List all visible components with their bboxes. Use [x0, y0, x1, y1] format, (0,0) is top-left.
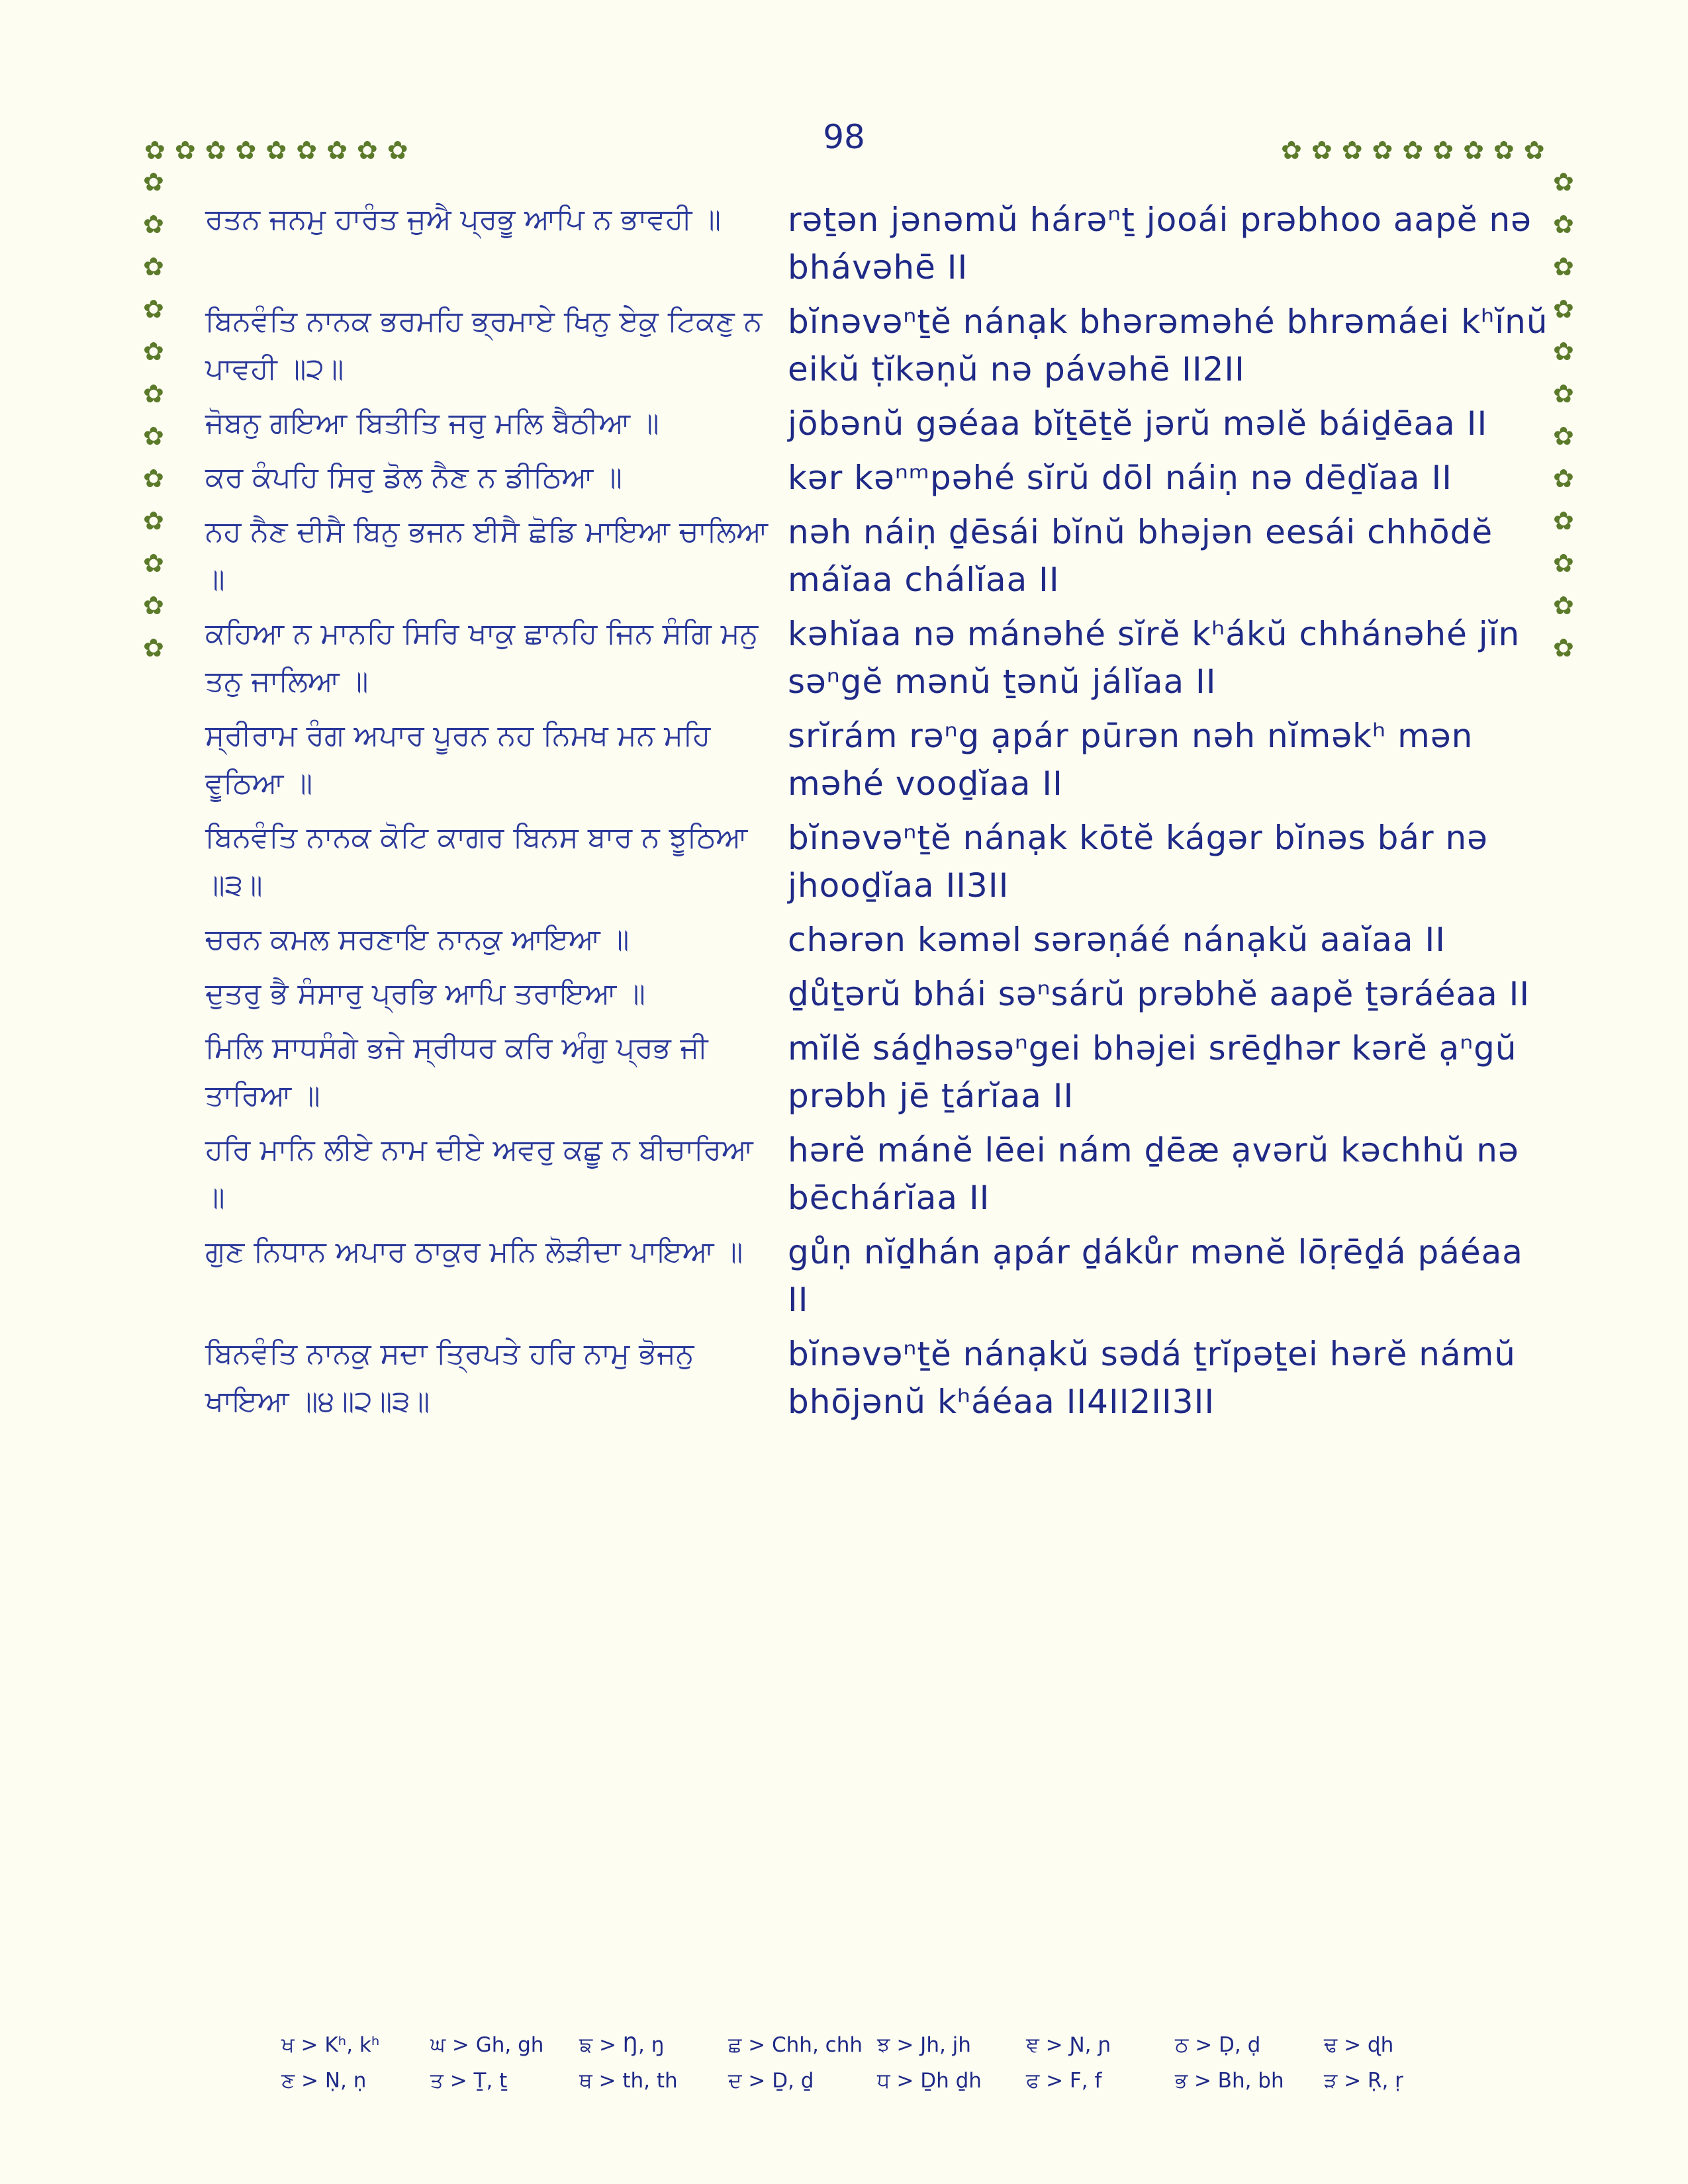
verse-row: [205, 298, 1549, 393]
legend-item: ਠ > Ḍ, ḍ: [1175, 2033, 1261, 2057]
flower-icon: ✿: [387, 136, 418, 165]
transliteration-line: jōbənŭ gəéaa bĭṯēṯĕ jərŭ məlĕ báiḏēaa II: [788, 404, 1488, 443]
gurmukhi-line: ਦੁਤਰੁ ਭੈ ਸੰਸਾਰੁ ਪ੍ਰਭਿ ਆਪਿ ਤਰਾਇਆ ॥: [205, 977, 645, 1011]
legend-item: ਦ > Ḏ, ḏ: [728, 2069, 814, 2093]
verse-row: [205, 1024, 1549, 1120]
flower-icon: ✿: [143, 464, 164, 493]
flower-icon: ✿: [1553, 549, 1574, 578]
gurmukhi-line: ਬਿਨਵੰਤਿ ਨਾਨਕ ਭਰਮਹਿ ਭ੍ਰਮਾਏ ਖਿਨੁ ਏਕੁ ਟਿਕਣੁ ਨ ਪਾਵਹੀ ॥੨॥: [205, 304, 763, 386]
verse-row: [205, 196, 1549, 291]
transliteration-legend: [281, 2033, 1473, 2105]
transliteration-line: bĭnəvəⁿṯĕ nánạk bhərəməhé bhrəmáei kʰĭnŭ eikŭ ṭĭkəṇŭ nə pávəhē II2II: [788, 302, 1548, 388]
flower-icon: ✿: [326, 136, 357, 165]
legend-item: ਣ > Ṇ, ṇ: [281, 2069, 367, 2093]
flower-icon: ✿: [143, 252, 164, 281]
flower-icon: ✿: [1523, 136, 1554, 165]
flower-icon: ✿: [356, 136, 387, 165]
gurmukhi-line: ਹਰਿ ਮਾਨਿ ਲੀਏ ਨਾਮ ਦੀਏ ਅਵਰੁ ਕਛੂ ਨ ਬੀਚਾਰਿਆ ॥: [205, 1133, 753, 1214]
flower-icon: ✿: [1553, 633, 1574, 662]
legend-item: ਙ > Ŋ, ŋ: [579, 2033, 665, 2057]
legend-item: ਤ > Ṯ, ṯ: [430, 2069, 508, 2093]
top-left-flower-border: [144, 138, 418, 163]
verse-row: [205, 1330, 1549, 1426]
top-right-flower-border: [1281, 138, 1554, 163]
flower-icon: ✿: [1493, 136, 1524, 165]
left-flower-border: [143, 169, 164, 678]
flower-icon: ✿: [143, 167, 164, 197]
transliteration-line: nəh náiṇ ḏēsái bĭnŭ bhəjən eesái chhōdĕ máĭaa chálĭaa II: [788, 513, 1493, 599]
transliteration-line: kər kəⁿᵐpəhé sĭrŭ dōl náiṇ nə dēḏĭaa II: [788, 459, 1452, 497]
gurmukhi-line: ਜੋਬਨੁ ਗਇਆ ਬਿਤੀਤਿ ਜਰੁ ਮਲਿ ਬੈਠੀਆ ॥: [205, 406, 659, 440]
flower-icon: ✿: [1553, 506, 1574, 535]
legend-item: ਞ > Ɲ, ɲ: [1026, 2033, 1111, 2057]
flower-icon: ✿: [265, 136, 297, 165]
flower-icon: ✿: [143, 549, 164, 578]
flower-icon: ✿: [1553, 591, 1574, 620]
legend-item: ਝ > Jh, jh: [877, 2033, 971, 2057]
flower-icon: ✿: [143, 633, 164, 662]
gurmukhi-line: ਬਿਨਵੰਤਿ ਨਾਨਕੁ ਸਦਾ ਤ੍ਰਿਪਤੇ ਹਰਿ ਨਾਮੁ ਭੋਜਨੁ ਖਾਇਆ ॥੪॥੨॥੩॥: [205, 1337, 694, 1418]
transliteration-line: mĭlĕ sáḏhəsəⁿgei bhəjei srēḏhər kərĕ ạⁿgŭ prəbh jē ṯárĭaa II: [788, 1029, 1517, 1115]
flower-icon: ✿: [1463, 136, 1493, 165]
legend-row: [281, 2033, 1473, 2069]
legend-item: ਥ > th, th: [579, 2069, 678, 2093]
flower-icon: ✿: [1553, 337, 1574, 366]
legend-item: ਖ > Kʰ, kʰ: [281, 2033, 380, 2057]
legend-item: ਛ > Chh, chh: [728, 2033, 863, 2057]
flower-icon: ✿: [1372, 136, 1403, 165]
transliteration-line: hərĕ mánĕ lēei nám ḏēæ ạvərŭ kəchhŭ nə bēchárĭaa II: [788, 1131, 1519, 1217]
right-flower-border: [1553, 169, 1574, 678]
transliteration-line: kəhĭaa nə mánəhé sĭrĕ kʰákŭ chhánəhé jĭn səⁿgĕ mənŭ ṯənŭ jálĭaa II: [788, 615, 1521, 701]
flower-icon: ✿: [1281, 136, 1311, 165]
legend-item: ਢ > ɖh: [1324, 2033, 1394, 2057]
gurmukhi-line: ਨਹ ਨੈਣ ਦੀਸੈ ਬਿਨੁ ਭਜਨ ਈਸੈ ਛੋਡਿ ਮਾਇਆ ਚਾਲਿਆ ॥: [205, 515, 768, 596]
gurmukhi-line: ਰਤਨ ਜਨਮੁ ਹਾਰੰਤ ਜੁਐ ਪ੍ਰਭੂ ਆਪਿ ਨ ਭਾਵਹੀ ॥: [205, 203, 722, 236]
flower-icon: ✿: [174, 136, 205, 165]
flower-icon: ✿: [143, 210, 164, 239]
legend-item: ਘ > Gh, gh: [430, 2033, 544, 2057]
transliteration-line: chərən kəməl sərəṇáé nánạkŭ aaĭaa II: [788, 921, 1446, 959]
flower-icon: ✿: [1553, 167, 1574, 197]
gurmukhi-line: ਚਰਨ ਕਮਲ ਸਰਣਾਇ ਨਾਨਕੁ ਆਇਆ ॥: [205, 923, 630, 956]
flower-icon: ✿: [1341, 136, 1372, 165]
verse-row: [205, 970, 1549, 1018]
flower-icon: ✿: [1432, 136, 1464, 165]
flower-icon: ✿: [143, 591, 164, 620]
flower-icon: ✿: [1553, 422, 1574, 451]
flower-icon: ✿: [143, 422, 164, 451]
gurmukhi-line: ਬਿਨਵੰਤਿ ਨਾਨਕ ਕੋਟਿ ਕਾਗਰ ਬਿਨਸ ਬਾਰ ਨ ਝੂਠਿਆ ॥੩॥: [205, 821, 748, 902]
transliteration-line: bĭnəvəⁿṯĕ nánạk kōtĕ kágər bĭnəs bár nə jhooḏĭaa II3II: [788, 819, 1488, 905]
flower-icon: ✿: [143, 379, 164, 408]
gurmukhi-line: ਸ੍ਰੀਰਾਮ ਰੰਗ ਅਪਾਰ ਪੂਰਨ ਨਹ ਨਿਮਖ ਮਨ ਮਹਿ ਵੂਠਿਆ ॥: [205, 719, 711, 800]
flower-icon: ✿: [296, 136, 327, 165]
flower-icon: ✿: [1553, 252, 1574, 281]
verse-row: [205, 400, 1549, 447]
flower-icon: ✿: [235, 136, 266, 165]
verse-row: [205, 712, 1549, 807]
legend-item: ਧ > Ḏh ḏh: [877, 2069, 982, 2093]
gurmukhi-line: ਮਿਲਿ ਸਾਧਸੰਗੇ ਭਜੇ ਸ੍ਰੀਧਰ ਕਰਿ ਅੰਗੁ ਪ੍ਰਭ ਜੀ ਤਾਰਿਆ ॥: [205, 1031, 708, 1113]
legend-item: ੜ > Ṛ, ṛ: [1324, 2069, 1403, 2093]
verse-list: [205, 196, 1549, 1432]
flower-icon: ✿: [1553, 464, 1574, 493]
flower-icon: ✿: [143, 506, 164, 535]
flower-icon: ✿: [143, 337, 164, 366]
verse-row: [205, 454, 1549, 502]
flower-icon: ✿: [1553, 210, 1574, 239]
verse-row: [205, 508, 1549, 604]
legend-row: [281, 2069, 1473, 2105]
verse-row: [205, 814, 1549, 909]
flower-icon: ✿: [1553, 379, 1574, 408]
gurmukhi-line: ਕਹਿਆ ਨ ਮਾਨਹਿ ਸਿਰਿ ਖਾਕੁ ਛਾਨਹਿ ਜਿਨ ਸੰਗਿ ਮਨੁ ਤਨੁ ਜਾਲਿਆ ॥: [205, 617, 759, 698]
flower-icon: ✿: [144, 136, 175, 165]
gurmukhi-line: ਕਰ ਕੰਪਹਿ ਸਿਰੁ ਡੋਲ ਨੈਣ ਨ ਡੀਠਿਆ ॥: [205, 461, 622, 494]
legend-item: ਭ > Bh, bh: [1175, 2069, 1284, 2093]
transliteration-line: bĭnəvəⁿṯĕ nánạkŭ sədá ṯrĭpəṯei hərĕ námŭ bhōjənŭ kʰáéaa II4II2II3II: [788, 1335, 1516, 1421]
flower-icon: ✿: [205, 136, 236, 165]
flower-icon: ✿: [1553, 295, 1574, 324]
verse-row: [205, 1126, 1549, 1222]
legend-item: ਫ > F, f: [1026, 2069, 1102, 2093]
transliteration-line: ḏůṯərŭ bhái səⁿsárŭ prəbhĕ aapĕ ṯəráéaa II: [788, 975, 1530, 1013]
transliteration-line: rəṯən jənəmŭ hárəⁿṯ jooái prəbhoo aapĕ nə bhávəhē II: [788, 201, 1532, 287]
page-number: 98: [823, 118, 865, 156]
transliteration-line: srĭrám rəⁿg ạpár pūrən nəh nĭməkʰ mən məhé vooḏĭaa II: [788, 717, 1474, 803]
flower-icon: ✿: [1402, 136, 1433, 165]
flower-icon: ✿: [143, 295, 164, 324]
gurmukhi-line: ਗੁਣ ਨਿਧਾਨ ਅਪਾਰ ਠਾਕੁਰ ਮਨਿ ਲੋੜੀਦਾ ਪਾਇਆ ॥: [205, 1235, 743, 1269]
verse-row: [205, 916, 1549, 964]
transliteration-line: gůṇ nĭḏhán ạpár ḏákůr mənĕ lōṛēḏá páéaa II: [788, 1233, 1523, 1319]
verse-row: [205, 1228, 1549, 1324]
verse-row: [205, 610, 1549, 705]
flower-icon: ✿: [1311, 136, 1342, 165]
